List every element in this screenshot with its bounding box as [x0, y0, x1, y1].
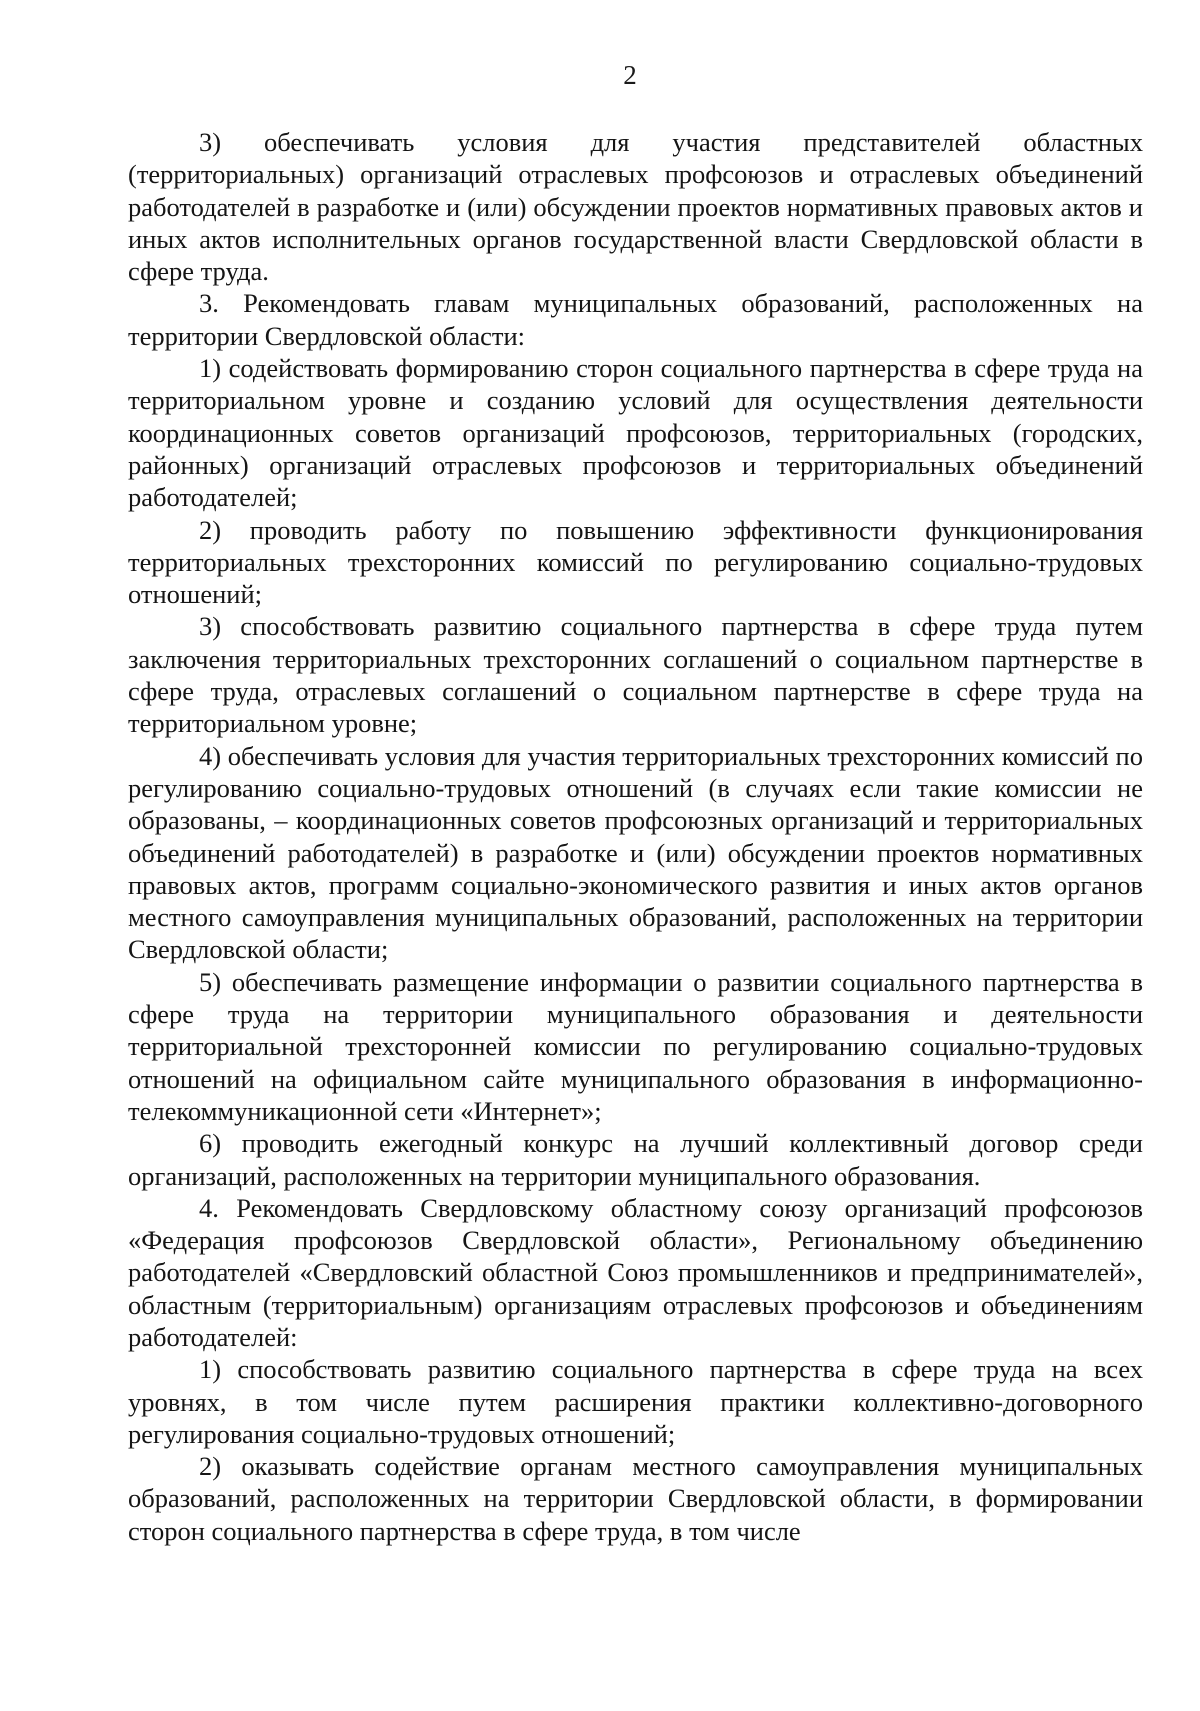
page-number: 2: [623, 60, 637, 90]
paragraph-section4-item2: 2) оказывать содействие органам местного самоуправления муниципальных образований, расположенных на территории Свердловской области, в формировании сторон социального партнерства в сфере труда, в том числе: [128, 1451, 1143, 1546]
paragraph-section3-item5: 5) обеспечивать размещение информации о развитии социального партнерства в сфере труда на территории муниципального образования и деятельности территориальной трехсторонней комиссии по регулированию социально-трудовых отношений на официальном сайте муниципального образования в информационно-телекоммуникационной сети «Интернет»;: [128, 966, 1143, 1126]
paragraph-section3-item4: 4) обеспечивать условия для участия территориальных трехсторонних комиссий по регулированию социально-трудовых отношений (в случаях если такие комиссии не образованы, – координационных советов профсоюзных организаций и территориальных объединений работодателей) в разработке и (или) обсуждении проектов нормативных правовых актов, программ социально-экономического развития и иных актов органов местного самоуправления муниципальных образований, расположенных на территории Свердловской области;: [128, 740, 1143, 965]
paragraph-section3-heading: 3. Рекомендовать главам муниципальных образований, расположенных на территории Свердловской области:: [128, 288, 1143, 351]
paragraph-section3-item3: 3) способствовать развитию социального партнерства в сфере труда путем заключения территориальных трехсторонних соглашений о социальном партнерстве в сфере труда, отраслевых соглашений о социальном партнерстве в сфере труда на территориальном уровне;: [128, 611, 1143, 739]
paragraph-section3-item2: 2) проводить работу по повышению эффективности функционирования территориальных трехсторонних комиссий по регулированию социально-трудовых отношений;: [128, 514, 1143, 610]
paragraph-section3-item6: 6) проводить ежегодный конкурс на лучший коллективный договор среди организаций, расположенных на территории муниципального образования.: [128, 1128, 1143, 1191]
paragraph-section3-item1: 1) содействовать формированию сторон социального партнерства в сфере труда на территориальном уровне и созданию условий для осуществления деятельности координационных советов организаций профсоюзов, территориальных (городских, районных) организаций отраслевых профсоюзов и территориальных объединений работодателей;: [128, 353, 1143, 513]
document-body: [128, 126, 1143, 1547]
paragraph-section4-item1: 1) способствовать развитию социального партнерства в сфере труда на всех уровнях, в том числе путем расширения практики коллективно-договорного регулирования социально-трудовых отношений;: [128, 1354, 1143, 1449]
paragraph-section2-item3: 3) обеспечивать условия для участия представителей областных (территориальных) организаций отраслевых профсоюзов и отраслевых объединений работодателей в разработке и (или) обсуждении проектов нормативных правовых актов и иных актов исполнительных органов государственной власти Свердловской области в сфере труда.: [128, 127, 1143, 287]
paragraph-section4-heading: 4. Рекомендовать Свердловскому областному союзу организаций профсоюзов «Федерация профсоюзов Свердловской области», Региональному объединению работодателей «Свердловский областной Союз промышленников и предпринимателей», областным (территориальным) организациям отраслевых профсоюзов и объединениям работодателей:: [128, 1192, 1143, 1352]
